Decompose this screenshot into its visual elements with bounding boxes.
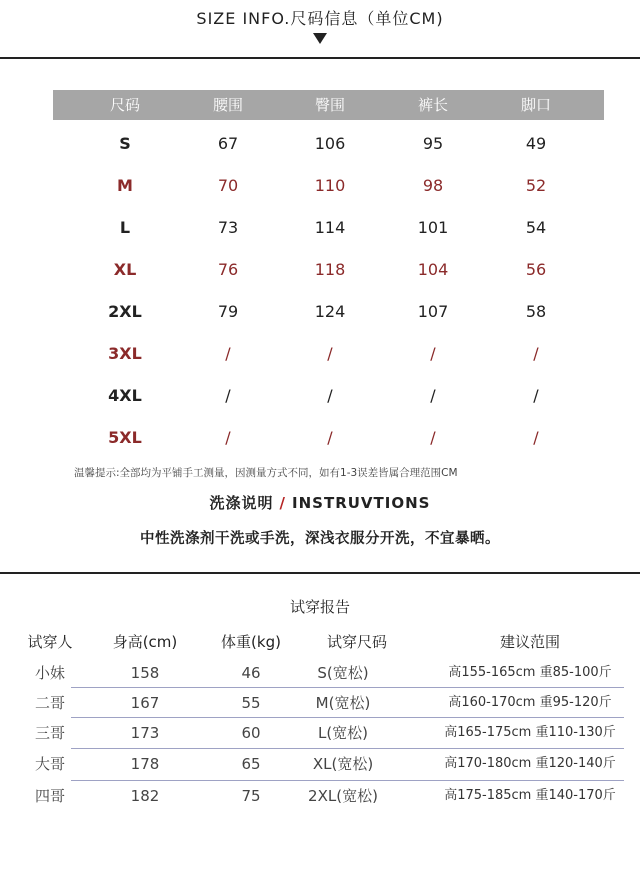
fit-row	[0, 688, 640, 718]
size-row	[53, 375, 604, 417]
hip-cell: 106	[314, 134, 346, 153]
length-cell: /	[430, 386, 436, 405]
hip-cell: 110	[314, 176, 346, 195]
person-cell: 小妹	[34, 664, 65, 682]
range-cell: 高165-175cm 重110-130斤	[444, 725, 616, 740]
hip-col-header: 臀围	[314, 96, 345, 114]
height-cell: 178	[130, 755, 160, 773]
wash-title-cn: 洗涤说明	[209, 494, 274, 512]
fit-table-header	[0, 629, 640, 655]
wash-title-en: INSTRUVTIONS	[292, 494, 431, 512]
fit-size-cell: XL(宽松)	[312, 755, 374, 773]
range-col-header: 建议范围	[499, 633, 560, 651]
range-cell: 高155-165cm 重85-100斤	[448, 665, 612, 680]
waist-cell: 76	[217, 260, 239, 279]
size-cell: 4XL	[108, 386, 142, 405]
hem-cell: /	[533, 428, 539, 447]
wash-instructions: 中性洗涤剂干洗或手洗，深浅衣服分开洗，不宜暴晒。	[140, 531, 500, 547]
length-cell: 95	[422, 134, 444, 153]
height-cell: 158	[130, 664, 160, 682]
length-cell: 101	[417, 218, 449, 237]
range-cell: 高170-180cm 重120-140斤	[444, 756, 616, 771]
section-divider	[0, 572, 640, 574]
size-row	[53, 249, 604, 291]
size-cell: 2XL	[108, 302, 142, 321]
fit-size-cell: S(宽松)	[317, 664, 369, 682]
height-cell: 182	[130, 787, 160, 805]
weight-cell: 60	[241, 724, 261, 742]
range-cell: 高160-170cm 重95-120斤	[448, 695, 612, 710]
waist-cell: /	[225, 344, 231, 363]
length-cell: 107	[417, 302, 449, 321]
hip-cell: /	[327, 428, 333, 447]
hip-cell: /	[327, 386, 333, 405]
waist-cell: 73	[217, 218, 239, 237]
fit-size-cell: M(宽松)	[315, 694, 371, 712]
person-cell: 大哥	[34, 755, 65, 773]
weight-cell: 65	[241, 755, 261, 773]
hem-cell: 49	[525, 134, 547, 153]
height-col-header: 身高(cm)	[112, 633, 178, 651]
waist-cell: /	[225, 386, 231, 405]
length-cell: /	[430, 344, 436, 363]
hip-cell: 114	[314, 218, 346, 237]
waist-cell: 67	[217, 134, 239, 153]
person-cell: 四哥	[34, 787, 65, 805]
size-cell: M	[117, 176, 133, 195]
top-divider	[0, 57, 640, 59]
fit-row	[0, 718, 640, 748]
weight-cell: 55	[241, 694, 261, 712]
hem-cell: 58	[525, 302, 547, 321]
fit-row	[0, 658, 640, 688]
waist-cell: /	[225, 428, 231, 447]
size-row	[53, 123, 604, 165]
length-cell: 104	[417, 260, 449, 279]
person-cell: 二哥	[34, 694, 65, 712]
size-table-header	[53, 90, 604, 120]
hem-cell: 52	[525, 176, 547, 195]
fit-row	[0, 781, 640, 811]
fit-size-cell: L(宽松)	[317, 724, 369, 742]
weight-cell: 46	[241, 664, 261, 682]
measurement-note: 温馨提示:全部均为平铺手工测量，因测量方式不同，如有1-3误差皆属合理范围CM	[74, 467, 458, 479]
waist-cell: 70	[217, 176, 239, 195]
hem-cell: /	[533, 386, 539, 405]
page-title: SIZE INFO.尺码信息（单位CM)	[196, 9, 444, 28]
height-cell: 173	[130, 724, 160, 742]
hem-cell: 56	[525, 260, 547, 279]
down-arrow-icon	[313, 33, 327, 44]
fit-row	[0, 749, 640, 779]
size-cell: L	[119, 218, 131, 237]
hem-cell: 54	[525, 218, 547, 237]
length-col-header: 裤长	[417, 96, 448, 114]
size-cell: S	[119, 134, 131, 153]
wash-title-slash: /	[279, 494, 287, 512]
weight-cell: 75	[241, 787, 261, 805]
fit-size-col-header: 试穿尺码	[326, 633, 387, 651]
length-cell: /	[430, 428, 436, 447]
wash-title	[0, 492, 640, 513]
size-row	[53, 291, 604, 333]
hip-cell: 118	[314, 260, 346, 279]
weight-col-header: 体重(kg)	[221, 633, 281, 651]
person-cell: 三哥	[34, 724, 65, 742]
size-row	[53, 417, 604, 459]
waist-col-header: 腰围	[212, 96, 243, 114]
size-row	[53, 165, 604, 207]
range-cell: 高175-185cm 重140-170斤	[444, 788, 616, 803]
fit-size-cell: 2XL(宽松)	[308, 787, 378, 805]
size-col-header: 尺码	[109, 96, 140, 114]
height-cell: 167	[130, 694, 160, 712]
hem-cell: /	[533, 344, 539, 363]
size-cell: 5XL	[108, 428, 142, 447]
waist-cell: 79	[217, 302, 239, 321]
person-col-header: 试穿人	[27, 633, 73, 651]
hip-cell: /	[327, 344, 333, 363]
size-row	[53, 207, 604, 249]
length-cell: 98	[422, 176, 444, 195]
hip-cell: 124	[314, 302, 346, 321]
size-cell: 3XL	[108, 344, 142, 363]
hem-col-header: 脚口	[520, 96, 551, 114]
size-cell: XL	[113, 260, 137, 279]
fit-report-title: 试穿报告	[289, 598, 350, 616]
size-row	[53, 333, 604, 375]
